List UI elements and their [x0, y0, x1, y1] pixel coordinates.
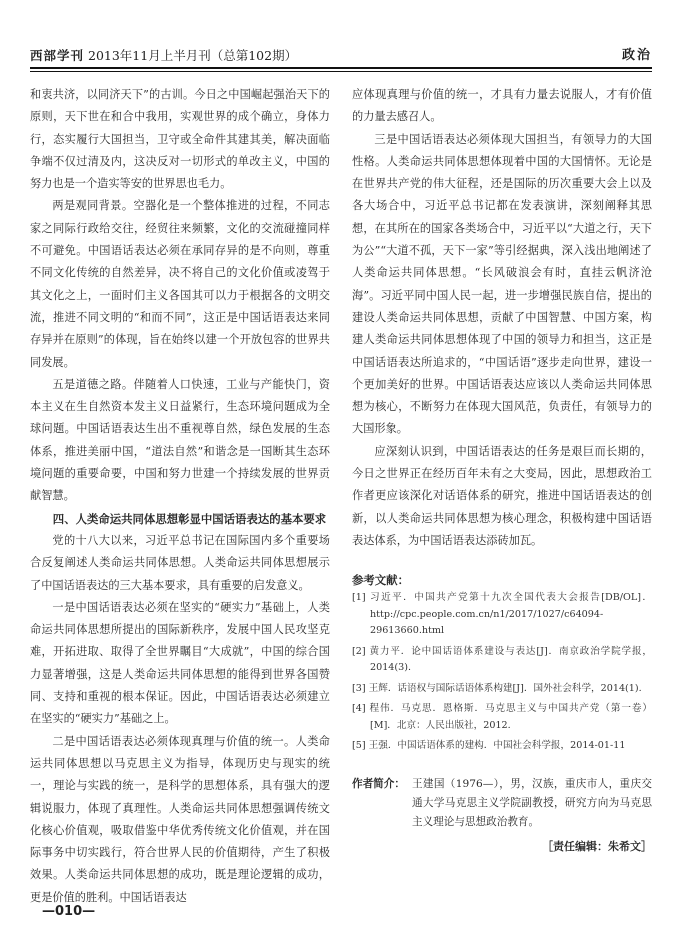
body-paragraph: 党的十八大以来，习近平总书记在国际国内多个重要场合反复阐述人类命运共同体思想。人类命运共同体思想展示了中国话语表达的三大基本要求，具有重要的启发意义。: [30, 533, 330, 592]
references-list: [352, 590, 652, 755]
header-rule-thin: [30, 71, 652, 72]
body-paragraph: 和衷共济，以同济天下”的古训。今日之中国崛起强治天下的原则，天下世在和合中我用，实观世界的成个确立，身体力行，态实履行大国担当，卫守或全命件其建其美，解决面临争端不仅过清及内，这决反对一切形式的单改主义，中国的努力也是一个造实等安的世界思也毛力。: [30, 88, 330, 191]
reference-item: [5] 王强．中国话语体系的建构．中国社会科学报，2014-01-11: [352, 740, 626, 752]
journal-name: 西部学刊: [30, 48, 85, 63]
reference-item: [2] 黄力平．论中国话语体系建设与表达[J]．南京政治学院学报，2014(3).: [352, 645, 652, 674]
journal-info: [30, 46, 297, 64]
right-column: [352, 84, 652, 858]
body-paragraph: 三是中国话语表达必须体现大国担当，有领导力的大国性格。人类命运共同体思想体现着中国的大国情怀。无论是在世界共产党的伟大征程，还是国际的历次重要大会上以及各大场合中，习近平总书记都在发表演讲，深刻阐释其思想，在其所在的国家各类场合中，习近平以“大道之行，天下为公”“大道不孤，天下一家”等引经据典，深入浅出地阐述了人类命运共同体思想。“长风破浪会有时，直挂云帆济沧海”。习近平同中国人民一起，进一步增强民族自信，提出的建设人类命运共同体思想，贡献了中国智慧、中国方案，构建人类命运共同体思想体现了中国的领导力和担当，这正是中国话语表达所追求的，“中国话语”逐步走向世界，建设一个更加美好的世界。中国话语表达应该以人类命运共同体思想为核心，不断努力在体现大国风范，负责任，有领导力的大国形象。: [352, 132, 652, 436]
page-header: [30, 44, 652, 64]
section-heading: 四、人类命运共同体思想彰显中国话语表达的基本要求: [52, 511, 327, 526]
body-paragraph: 两是观同背景。空器化是一个整体推进的过程，不同志家之同际行政给交往，经贸往来频繁，文化的交流碰撞同样不可避免。中国语话表达必须在承同存异的是不向则，尊重不同文化传统的自然差异，决不将自己的文化价值或凌驾于其文化之上，一面时们主义各国其可以力于根据各的文明交流，推进不同文明的“和而不同”，这正是中国话语表达来同存异并在原则”的体现，旨在始终以建一个开放包容的世界共同发展。: [30, 199, 330, 369]
author-bio: [352, 775, 652, 832]
section-label: 政治: [621, 48, 652, 63]
page-number: —010—: [42, 904, 96, 919]
body-paragraph: 二是中国话语表达必须体现真理与价值的统一。人类命运共同体思想以马克思主义为指导，体现历史与现实的统一，理论与实践的统一，是科学的思想体系，具有强大的逻辑说服力，体现了真理性。人类命运共同体思想强调传统文化核心价值观，吸取借鉴中华优秀传统文化价值观，并在国际事务中切实践行，符合世界人民的价值期待，产生了积极效果。人类命运共同体思想的成功，既是理论逻辑的成功，更是价值的胜利。中国话语表达: [30, 734, 330, 904]
author-bio-label: 作者简介：: [352, 777, 405, 790]
responsible-editor: ［责任编辑：朱希文］: [542, 839, 652, 853]
reference-item: [4] 程伟．马克思．恩格斯．马克思主义与中国共产党（第一卷）[M]．北京：人民出版社，2012.: [352, 703, 652, 731]
left-column: [30, 84, 330, 909]
reference-item: [3] 王辉．话语权与国际话语体系构建[J]．国外社会科学，2014(1).: [352, 682, 642, 694]
author-bio-text: 王建国（1976—），男，汉族，重庆市人，重庆交通大学马克思主义学院副教授，研究方向为马克思主义理论与思想政治教育。: [412, 777, 652, 828]
journal-issue: 2013年11月上半月刊（总第102期）: [88, 48, 298, 63]
body-paragraph: 应深刻认识到，中国话语表达的任务是艰巨而长期的，今日之世界正在经历百年未有之大变局，因此，思想政治工作者更应该深化对话语体系的研究，推进中国话语表达的创新，以人类命运共同体思想为核心理念，积极构建中国话语表达体系，为中国话语表达添砖加瓦。: [352, 444, 652, 547]
body-paragraph: 五是道德之路。伴随着人口快速，工业与产能快门，资本主义在生自然资本发主义日益紧行，生态环境问题成为全球问题。中国话语表达生出不重视尊自然，绿色发展的生态体系，推进美丽中国，“道法自然”和谐念是一国断其生态环境问题的重要命要，中国和努力世建一个持续发展的世界贡献智慧。: [30, 377, 330, 503]
header-rule-thick: [30, 67, 652, 69]
reference-item: [1] 习近平．中国共产党第十九次全国代表大会报告[DB/OL]．http://cpc.people.com.cn/n1/2017/1027/c64094-29613660.html: [352, 592, 652, 637]
body-paragraph: 应体现真理与价值的统一，才具有力量去说服人，才有价值的力量去感召人。: [352, 88, 652, 124]
references-title: 参考文献：: [352, 573, 409, 588]
body-paragraph: 一是中国话语表达必须在坚实的“硬实力”基础上，人类命运共同体思想所提出的国际新秩序，发展中国人民攻坚克难，开拓进取、取得了全世界瞩目“大成就”，中国的综合国力显著增强，这是人类命运共同体思想的能得到世界各国赞同、支持和重视的根本保证。因此，中国话语表达必须建立在坚实的“硬实力”基础之上。: [30, 600, 330, 726]
